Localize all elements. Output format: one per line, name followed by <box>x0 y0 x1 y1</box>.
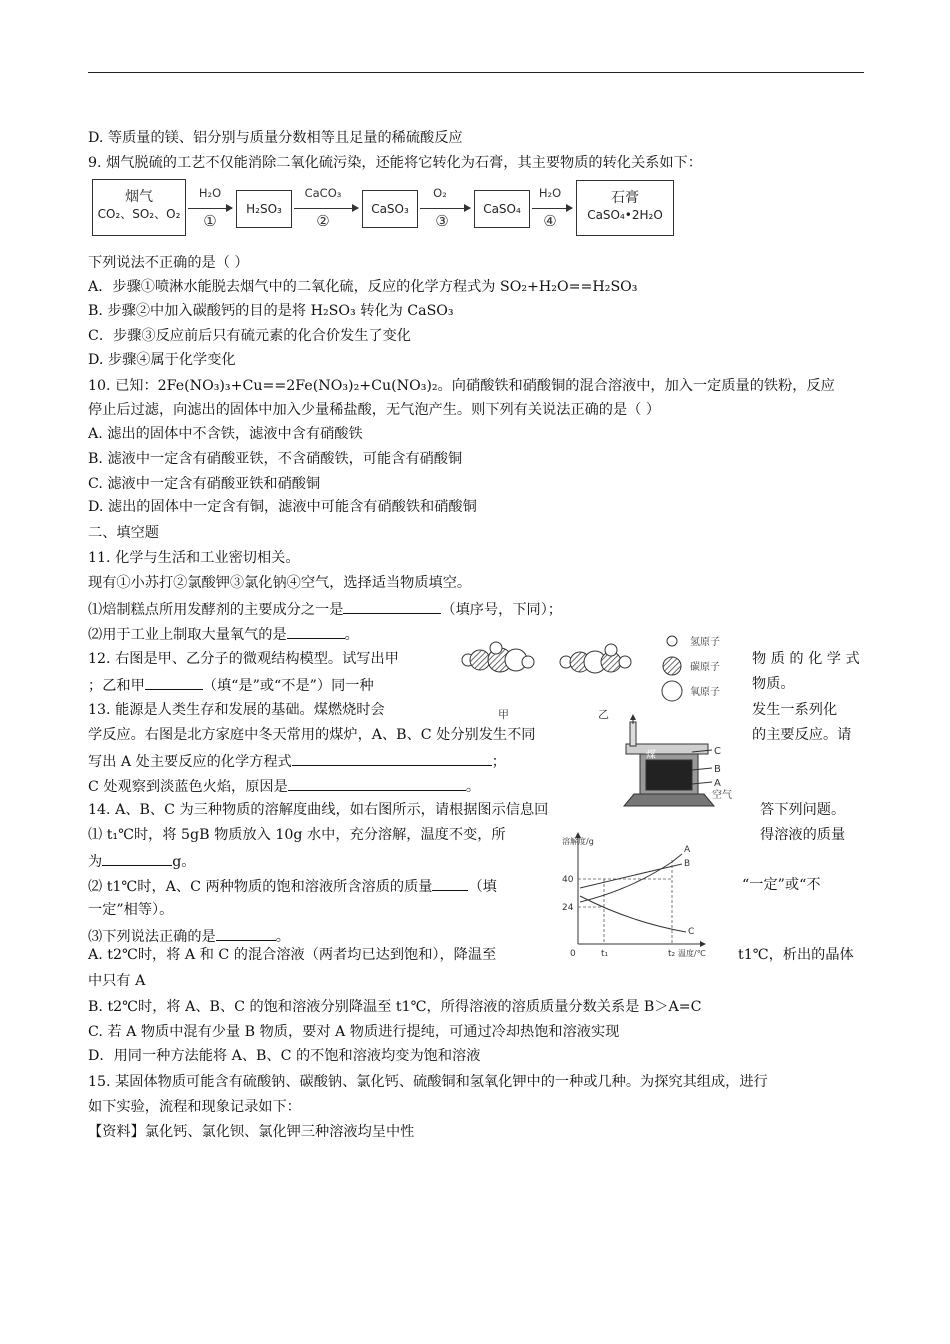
q9-option-b: B. 步骤②中加入碳酸钙的目的是将 H₂SO₃ 转化为 CaSO₃ <box>88 303 454 319</box>
answer-blank[interactable] <box>145 675 203 690</box>
q13-line1: 13. 能源是人类生存和发展的基础。煤燃烧时会 <box>88 702 385 718</box>
curve-c <box>580 896 686 932</box>
answer-blank[interactable] <box>292 751 492 766</box>
answer-blank[interactable] <box>216 926 276 941</box>
label-coal: 煤 <box>646 750 656 761</box>
coal-stove-figure <box>616 714 746 814</box>
q12-line1: 12. 右图是甲、乙分子的微观结构模型。试写出甲 <box>88 651 399 667</box>
q9-stem: 9. 烟气脱硫的工艺不仅能消除二氧化硫污染，还能将它转化为石膏，其主要物质的转化关系如下： <box>88 155 702 171</box>
label-air: 空气 <box>712 790 732 801</box>
answer-blank[interactable] <box>287 624 345 639</box>
curve-b-label: B <box>684 859 691 869</box>
flow-arrow1-label: H₂O <box>198 186 222 200</box>
q14-option-d: D．用同一种方法能将 A、B、C 的不饱和溶液均变为饱和溶液 <box>88 1048 481 1064</box>
legend-oxygen: 氧原子 <box>690 687 720 698</box>
flow-step4: ④ <box>543 212 557 230</box>
q13-line2: 学反应。右图是北方家庭中冬天常用的煤炉，A、B、C 处分别发生不同 <box>88 727 536 743</box>
q10-option-a: A. 滤出的固体中不含铁，滤液中含有硝酸铁 <box>88 426 363 442</box>
legend-carbon: 碳原子 <box>690 662 720 673</box>
q14-option-a-right: t1℃，析出的晶体 <box>738 947 854 963</box>
label-yi: 乙 <box>598 708 609 721</box>
section-fill-in: 二、填空题 <box>88 525 159 541</box>
flow-arrow3-label: O₂ <box>433 186 447 200</box>
flow-step3: ③ <box>435 212 449 230</box>
q14-part2: ⑵ t1℃时，A、C 两种物质的饱和溶液所含溶质的质量 （填 <box>88 876 497 896</box>
tick-origin: 0 <box>570 949 576 959</box>
q12-line1-right: 物 质 的 化 学 式 <box>752 651 860 667</box>
q9-option-d: D. 步骤④属于化学变化 <box>88 352 236 368</box>
flow-arrow-3 <box>420 208 470 209</box>
flow-box-gypsum: 石膏 CaSO₄•2H₂O <box>576 180 674 236</box>
q14-option-a-line1: A. t2℃时，将 A 和 C 的混合溶液（两者均已达到饱和），降温至 <box>88 947 497 963</box>
q14-line1: 14. A、B、C 为三种物质的溶解度曲线，如右图所示，请根据图示信息回 <box>88 802 549 818</box>
answer-blank[interactable] <box>288 776 466 791</box>
q14-part1-right: 得溶液的质量 <box>760 827 846 843</box>
q11-options: 现有①小苏打②氯酸钾③氯化钠④空气，选择适当物质填空。 <box>88 575 472 591</box>
tick-24: 24 <box>562 903 574 913</box>
label-a-point: A <box>714 778 721 789</box>
q10-option-b: B. 滤液中一定含有硝酸亚铁，不含硝酸铁，可能含有硝酸铜 <box>88 451 463 467</box>
q10-stem-line2: 停止后过滤，向滤出的固体中加入少量稀盐酸，无气泡产生。则下列有关说法正确的是（ ） <box>88 402 661 418</box>
label-c-point: C <box>714 746 721 757</box>
q12-line2-right: 物质。 <box>752 676 795 692</box>
curve-c-label: C <box>688 927 695 937</box>
answer-blank[interactable] <box>343 599 441 614</box>
flow-arrow-4 <box>532 208 572 209</box>
flow-step1: ① <box>203 212 217 230</box>
flow-arrow4-label: H₂O <box>538 186 562 200</box>
molecule-legend <box>662 635 720 701</box>
q8-option-d: D. 等质量的镁、铝分别与质量分数相等且足量的稀硫酸反应 <box>88 130 463 146</box>
q15-stem-line2: 如下实验，流程和现象记录如下： <box>88 1099 301 1115</box>
header-rule <box>88 72 864 73</box>
q14-option-c: C. 若 A 物质中混有少量 B 物质，要对 A 物质进行提纯，可通过冷却热饱和溶液实现 <box>88 1024 620 1040</box>
q13-line3: 写出 A 处主要反应的化学方程式 ； <box>88 751 506 771</box>
tick-40: 40 <box>562 875 574 885</box>
tick-t2: t₂ <box>668 949 676 959</box>
q13-line4: C 处观察到淡蓝色火焰，原因是 。 <box>88 776 480 796</box>
q10-stem-line1: 10. 已知：2Fe(NO₃)₃+Cu==2Fe(NO₃)₂+Cu(NO₃)₂。向硝酸铁和硝酸铜的混合溶液中，加入一定质量的铁粉，反应 <box>88 378 835 394</box>
flow-box-flue-gas: 烟气 CO₂、SO₂、O₂ <box>92 179 186 236</box>
q14-part3: ⑶下列说法正确的是 。 <box>88 926 290 946</box>
molecule-figure <box>458 628 748 728</box>
molecule-yi <box>560 644 631 673</box>
q9-option-c: C．步骤③反应前后只有硫元素的化合价发生了变化 <box>88 328 411 344</box>
q9-option-a: A．步骤①喷淋水能脱去烟气中的二氧化硫，反应的化学方程式为 SO₂+H₂O==H₂SO₃ <box>88 279 638 295</box>
tick-t1: t₁ <box>601 949 609 959</box>
solubility-chart <box>560 832 720 962</box>
q15-material: 【资料】氯化钙、氯化钡、氯化钾三种溶液均呈中性 <box>88 1124 415 1140</box>
q13-line1-right: 发生一系列化 <box>752 702 838 718</box>
q10-option-c: C. 滤液中一定含有硝酸亚铁和硝酸铜 <box>88 476 321 492</box>
answer-blank[interactable] <box>432 876 468 891</box>
q10-option-d: D. 滤出的固体中一定含有铜，滤液中可能含有硝酸铁和硝酸铜 <box>88 499 477 515</box>
flow-box-caso4: CaSO₄ <box>474 190 530 228</box>
q13-line2-right: 的主要反应。请 <box>752 727 852 743</box>
curve-a <box>580 854 682 902</box>
q14-option-b: B. t2℃时，将 A、B、C 的饱和溶液分别降温至 t1℃，所得溶液的溶质质量分数关系是 B＞A=C <box>88 999 702 1015</box>
label-b-point: B <box>714 764 721 775</box>
q14-part2-right: “一定”或“不 <box>742 877 821 893</box>
q14-part1: ⑴ t₁℃时，将 5gB 物质放入 10g 水中，充分溶解，温度不变，所 <box>88 827 506 843</box>
flow-box-caso3: CaSO₃ <box>362 190 418 228</box>
flow-arrow-1 <box>188 208 232 209</box>
x-axis-label: 温度/℃ <box>678 949 706 958</box>
q14-option-a-line2: 中只有 A <box>88 973 146 989</box>
q9-question: 下列说法不正确的是（ ） <box>88 255 249 271</box>
label-jia: 甲 <box>498 708 509 721</box>
q14-line1-right: 答下列问题。 <box>760 802 846 818</box>
q14-part1-answer: 为 g。 <box>88 851 195 871</box>
q11-part1: ⑴焙制糕点所用发酵剂的主要成分之一是 （填序号，下同）； <box>88 599 562 619</box>
legend-hydrogen: 氢原子 <box>690 637 720 648</box>
molecule-jia <box>462 642 534 672</box>
flow-step2: ② <box>316 212 330 230</box>
q12-line2: ；乙和甲 （填“是”或“不是”）同一种 <box>88 675 374 695</box>
q11-stem: 11. 化学与生活和工业密切相关。 <box>88 550 300 566</box>
answer-blank[interactable] <box>102 851 172 866</box>
q11-part2: ⑵用于工业上制取大量氧气的是 。 <box>88 624 359 644</box>
curve-a-label: A <box>684 845 691 855</box>
q15-stem-line1: 15. 某固体物质可能含有硫酸钠、碳酸钠、氯化钙、硫酸铜和氢氧化钾中的一种或几种。为探究其组成，进行 <box>88 1074 768 1090</box>
q14-part2-cont: 一定”相等）。 <box>88 902 174 918</box>
flow-arrow-2 <box>294 208 358 209</box>
flow-arrow2-label: CaCO₃ <box>304 186 342 200</box>
flow-box-h2so3: H₂SO₃ <box>236 190 292 228</box>
y-axis-label: 溶解度/g <box>562 837 594 846</box>
